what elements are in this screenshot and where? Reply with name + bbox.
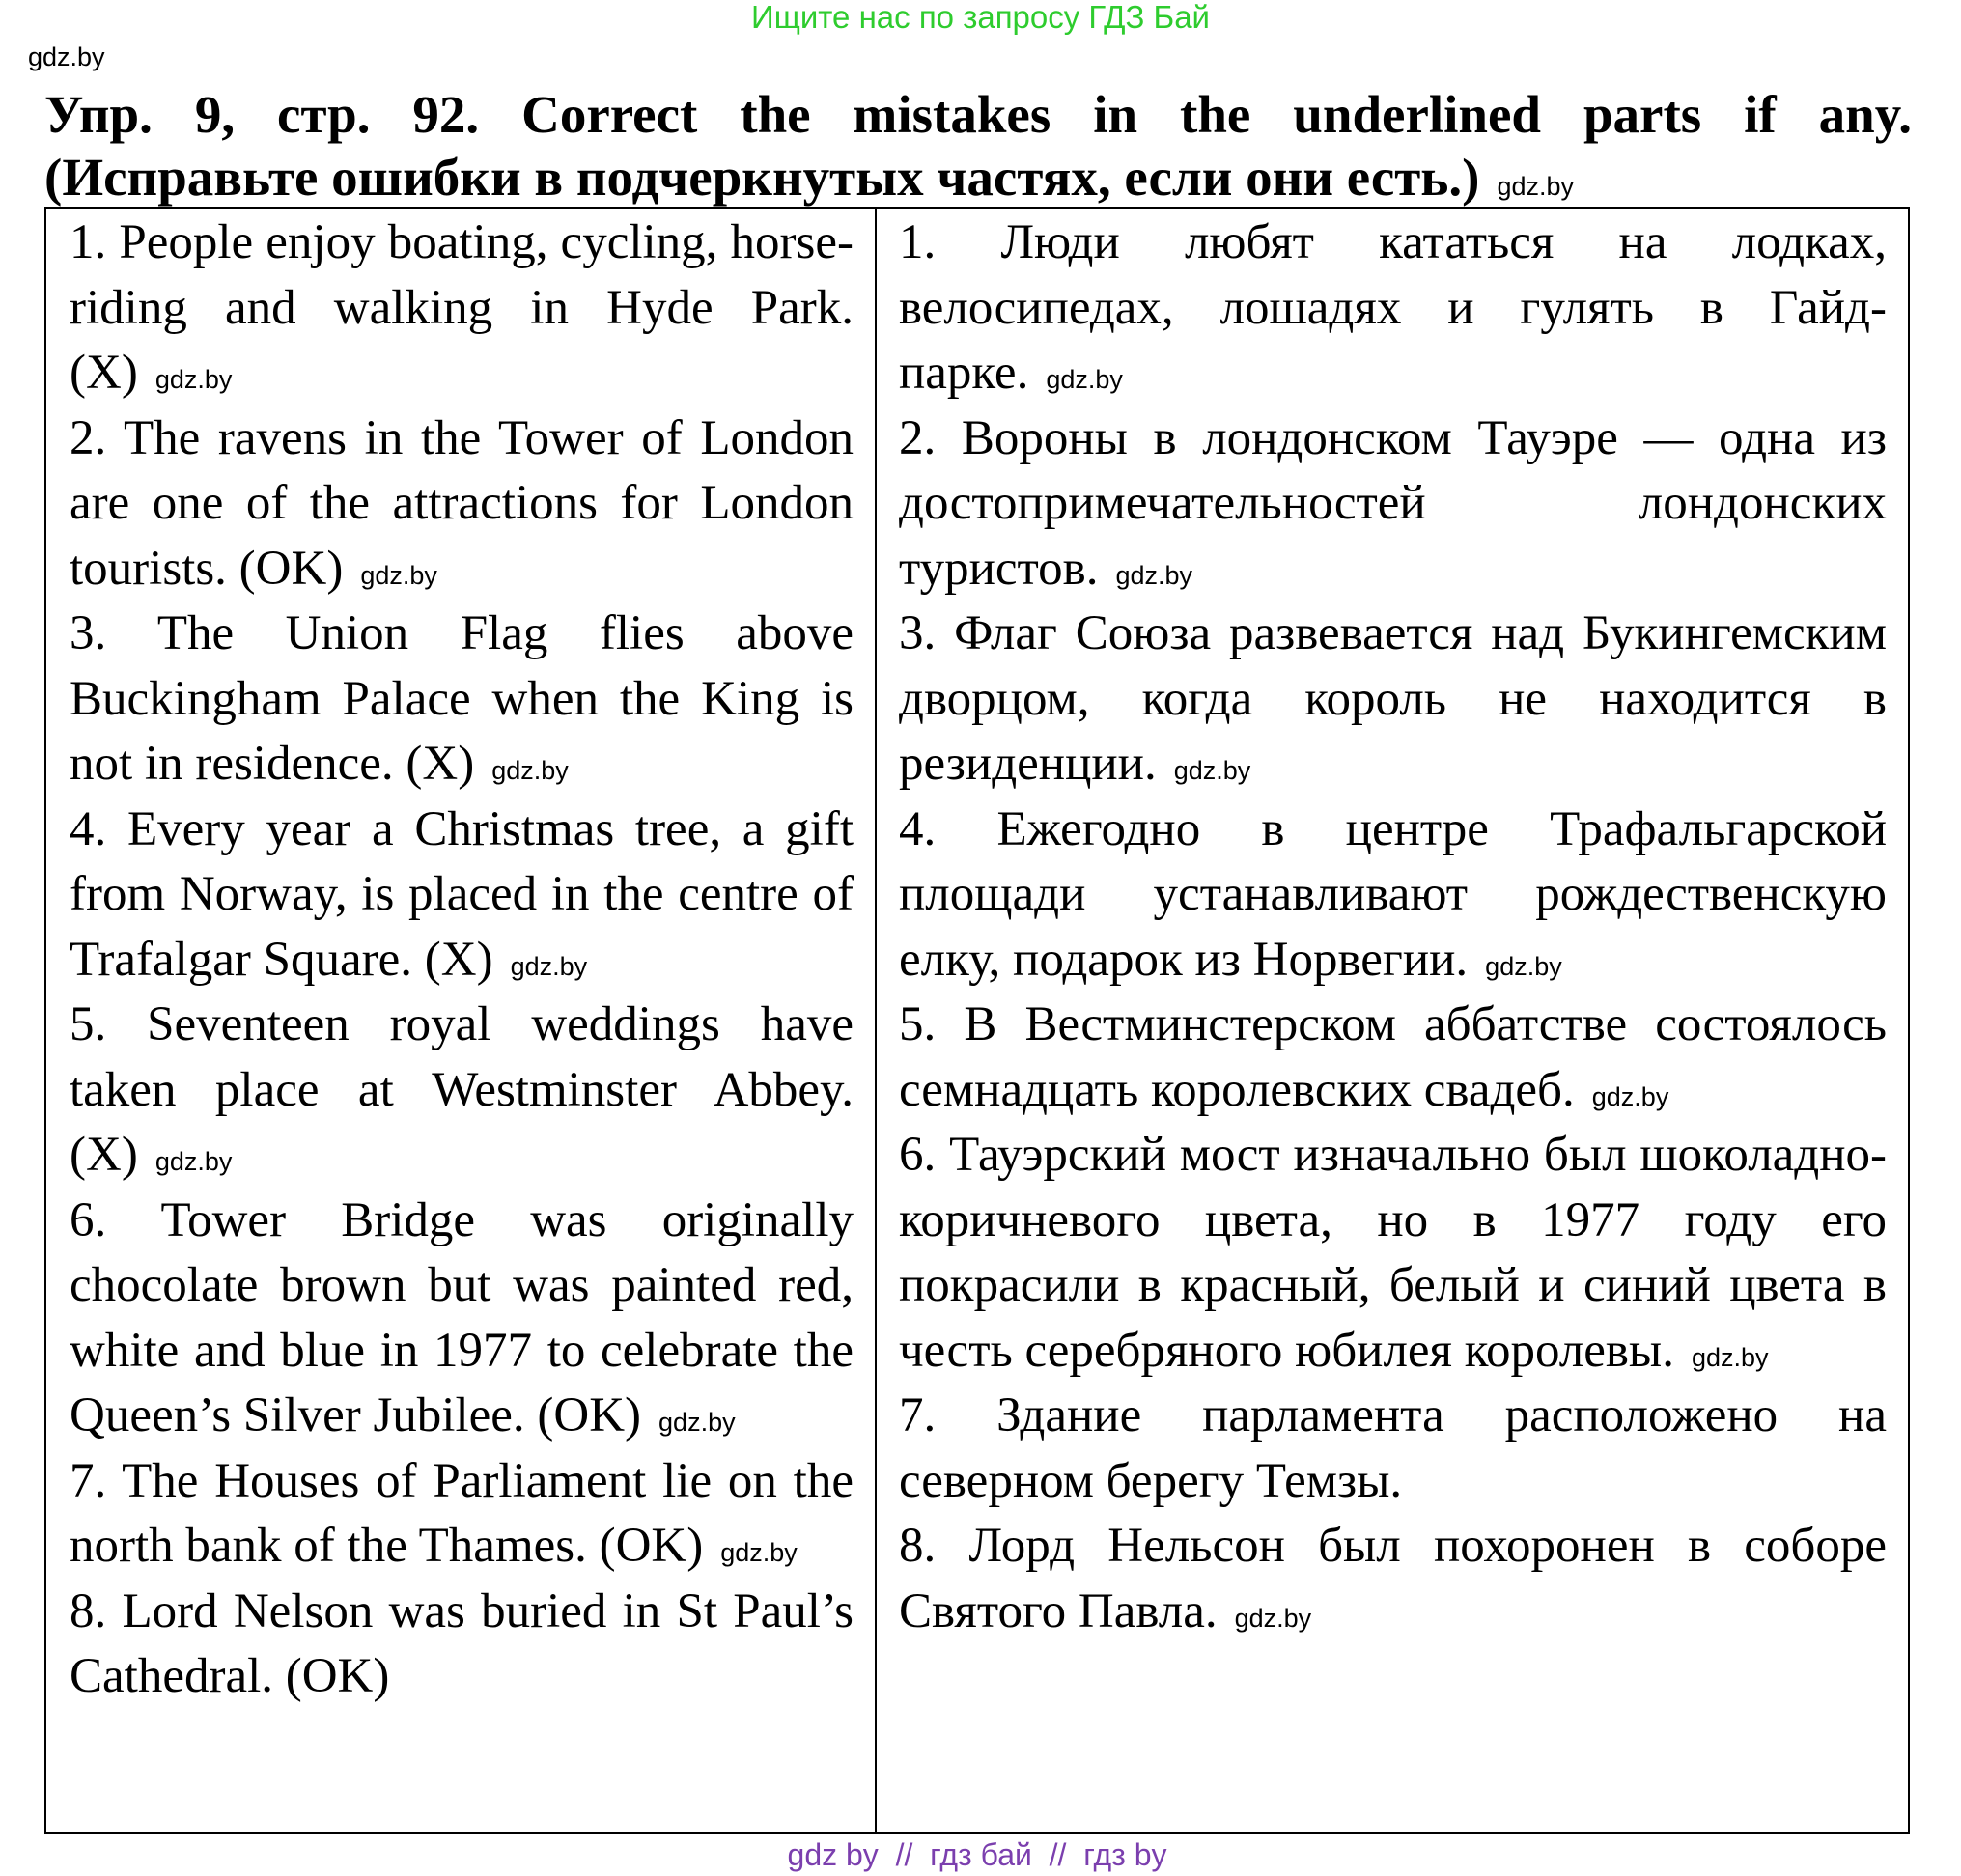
russian-item: [899, 993, 1887, 1123]
english-item: [70, 406, 854, 602]
watermark: gdz.by: [1115, 560, 1193, 590]
exercise-heading: [44, 83, 1912, 209]
watermark: gdz.by: [1591, 1081, 1669, 1111]
watermark: gdz.by: [658, 1408, 736, 1437]
russian-item: [899, 602, 1887, 798]
english-item-text: 5. Seventeen royal weddings have taken place at Westminster Abbey. (X): [70, 997, 854, 1182]
english-item: [70, 1580, 854, 1710]
russian-item: [899, 1384, 1887, 1514]
russian-item: [899, 210, 1887, 406]
english-item-text: 4. Every year a Christmas tree, a gift from Norway, is placed in the centre of Trafalgar Square. (X): [70, 801, 854, 987]
answer-table: [44, 207, 1910, 1834]
russian-item: [899, 798, 1887, 994]
english-item-text: 1. People enjoy boating, cycling, horse-riding and walking in Hyde Park. (X): [70, 215, 854, 400]
english-item: [70, 1189, 854, 1449]
russian-item-text: 6. Тауэрский мост изначально был шоколадно-коричневого цвета, но в 1977 году его покрасили в красный, белый и синий цвета в честь серебряного юбилея королевы.: [899, 1128, 1887, 1378]
watermark: gdz.by: [1046, 365, 1123, 394]
search-banner: Ищите нас по запросу ГДЗ Бай: [751, 0, 1210, 35]
russian-item-text: 7. Здание парламента расположено на северном берегу Темзы.: [899, 1388, 1887, 1508]
watermark: gdz.by: [360, 560, 437, 590]
russian-item-text: 4. Ежегодно в центре Трафальгарской площади устанавливают рождественскую елку, подарок из Норвегии.: [899, 801, 1887, 987]
english-column: [46, 209, 877, 1832]
russian-item-text: 3. Флаг Союза развевается над Букингемским дворцом, когда король не находится в резиденции.: [899, 606, 1887, 791]
heading-line-2: (Исправьте ошибки в подчеркнутых частях, если они есть.): [44, 148, 1480, 207]
watermark: gdz.by: [154, 365, 233, 394]
english-item-text: 8. Lord Nelson was buried in St Paul’s Cathedral. (OK): [70, 1583, 854, 1703]
russian-column: [877, 209, 1908, 1832]
watermark: gdz.by: [491, 756, 569, 785]
watermark: gdz.by: [1691, 1342, 1769, 1372]
russian-item-text: 2. Вороны в лондонском Тауэре — одна из достопримечательностей лондонских туристов.: [899, 410, 1887, 596]
russian-item-text: 8. Лорд Нельсон был похоронен в соборе Святого Павла.: [899, 1519, 1887, 1638]
english-item: [70, 798, 854, 994]
heading-line-1: Упр. 9, стр. 92. Correct the mistakes in the underlined parts if any.: [44, 85, 1912, 144]
footer-links: gdz by // гдз бай // гдз by: [787, 1837, 1167, 1872]
english-item-text: 2. The ravens in the Tower of London are one of the attractions for London tourists. (OK): [70, 410, 854, 596]
watermark: gdz.by: [1173, 756, 1251, 785]
english-item-text: 3. The Union Flag flies above Buckingham Palace when the King is not in residence. (X): [70, 606, 854, 791]
watermark: gdz.by: [154, 1147, 233, 1176]
english-item: [70, 602, 854, 798]
watermark: gdz.by: [1234, 1603, 1312, 1633]
watermark: gdz.by: [1485, 951, 1562, 981]
watermark: gdz.by: [510, 951, 588, 981]
watermark: gdz.by: [720, 1538, 798, 1567]
watermark: gdz.by: [1497, 172, 1575, 201]
english-item-text: 7. The Houses of Parliament lie on the north bank of the Thames. (OK): [70, 1453, 854, 1573]
english-item-text: 6. Tower Bridge was originally chocolate brown but was painted red, white and blue in 1977 to celebrate the Queen’s Silver Jubilee. (OK): [70, 1192, 854, 1442]
watermark: gdz.by: [28, 42, 105, 71]
main-content: [44, 207, 1910, 1872]
english-item: [70, 210, 854, 406]
russian-item: [899, 406, 1887, 602]
russian-item-text: 5. В Вестминстерском аббатстве состоялось семнадцать королевских свадеб.: [899, 997, 1887, 1117]
english-item: [70, 993, 854, 1189]
english-item: [70, 1449, 854, 1580]
russian-item: [899, 1123, 1887, 1384]
russian-item-text: 1. Люди любят кататься на лодках, велосипедах, лошадях и гулять в Гайд-парке.: [899, 215, 1887, 400]
russian-item: [899, 1514, 1887, 1644]
